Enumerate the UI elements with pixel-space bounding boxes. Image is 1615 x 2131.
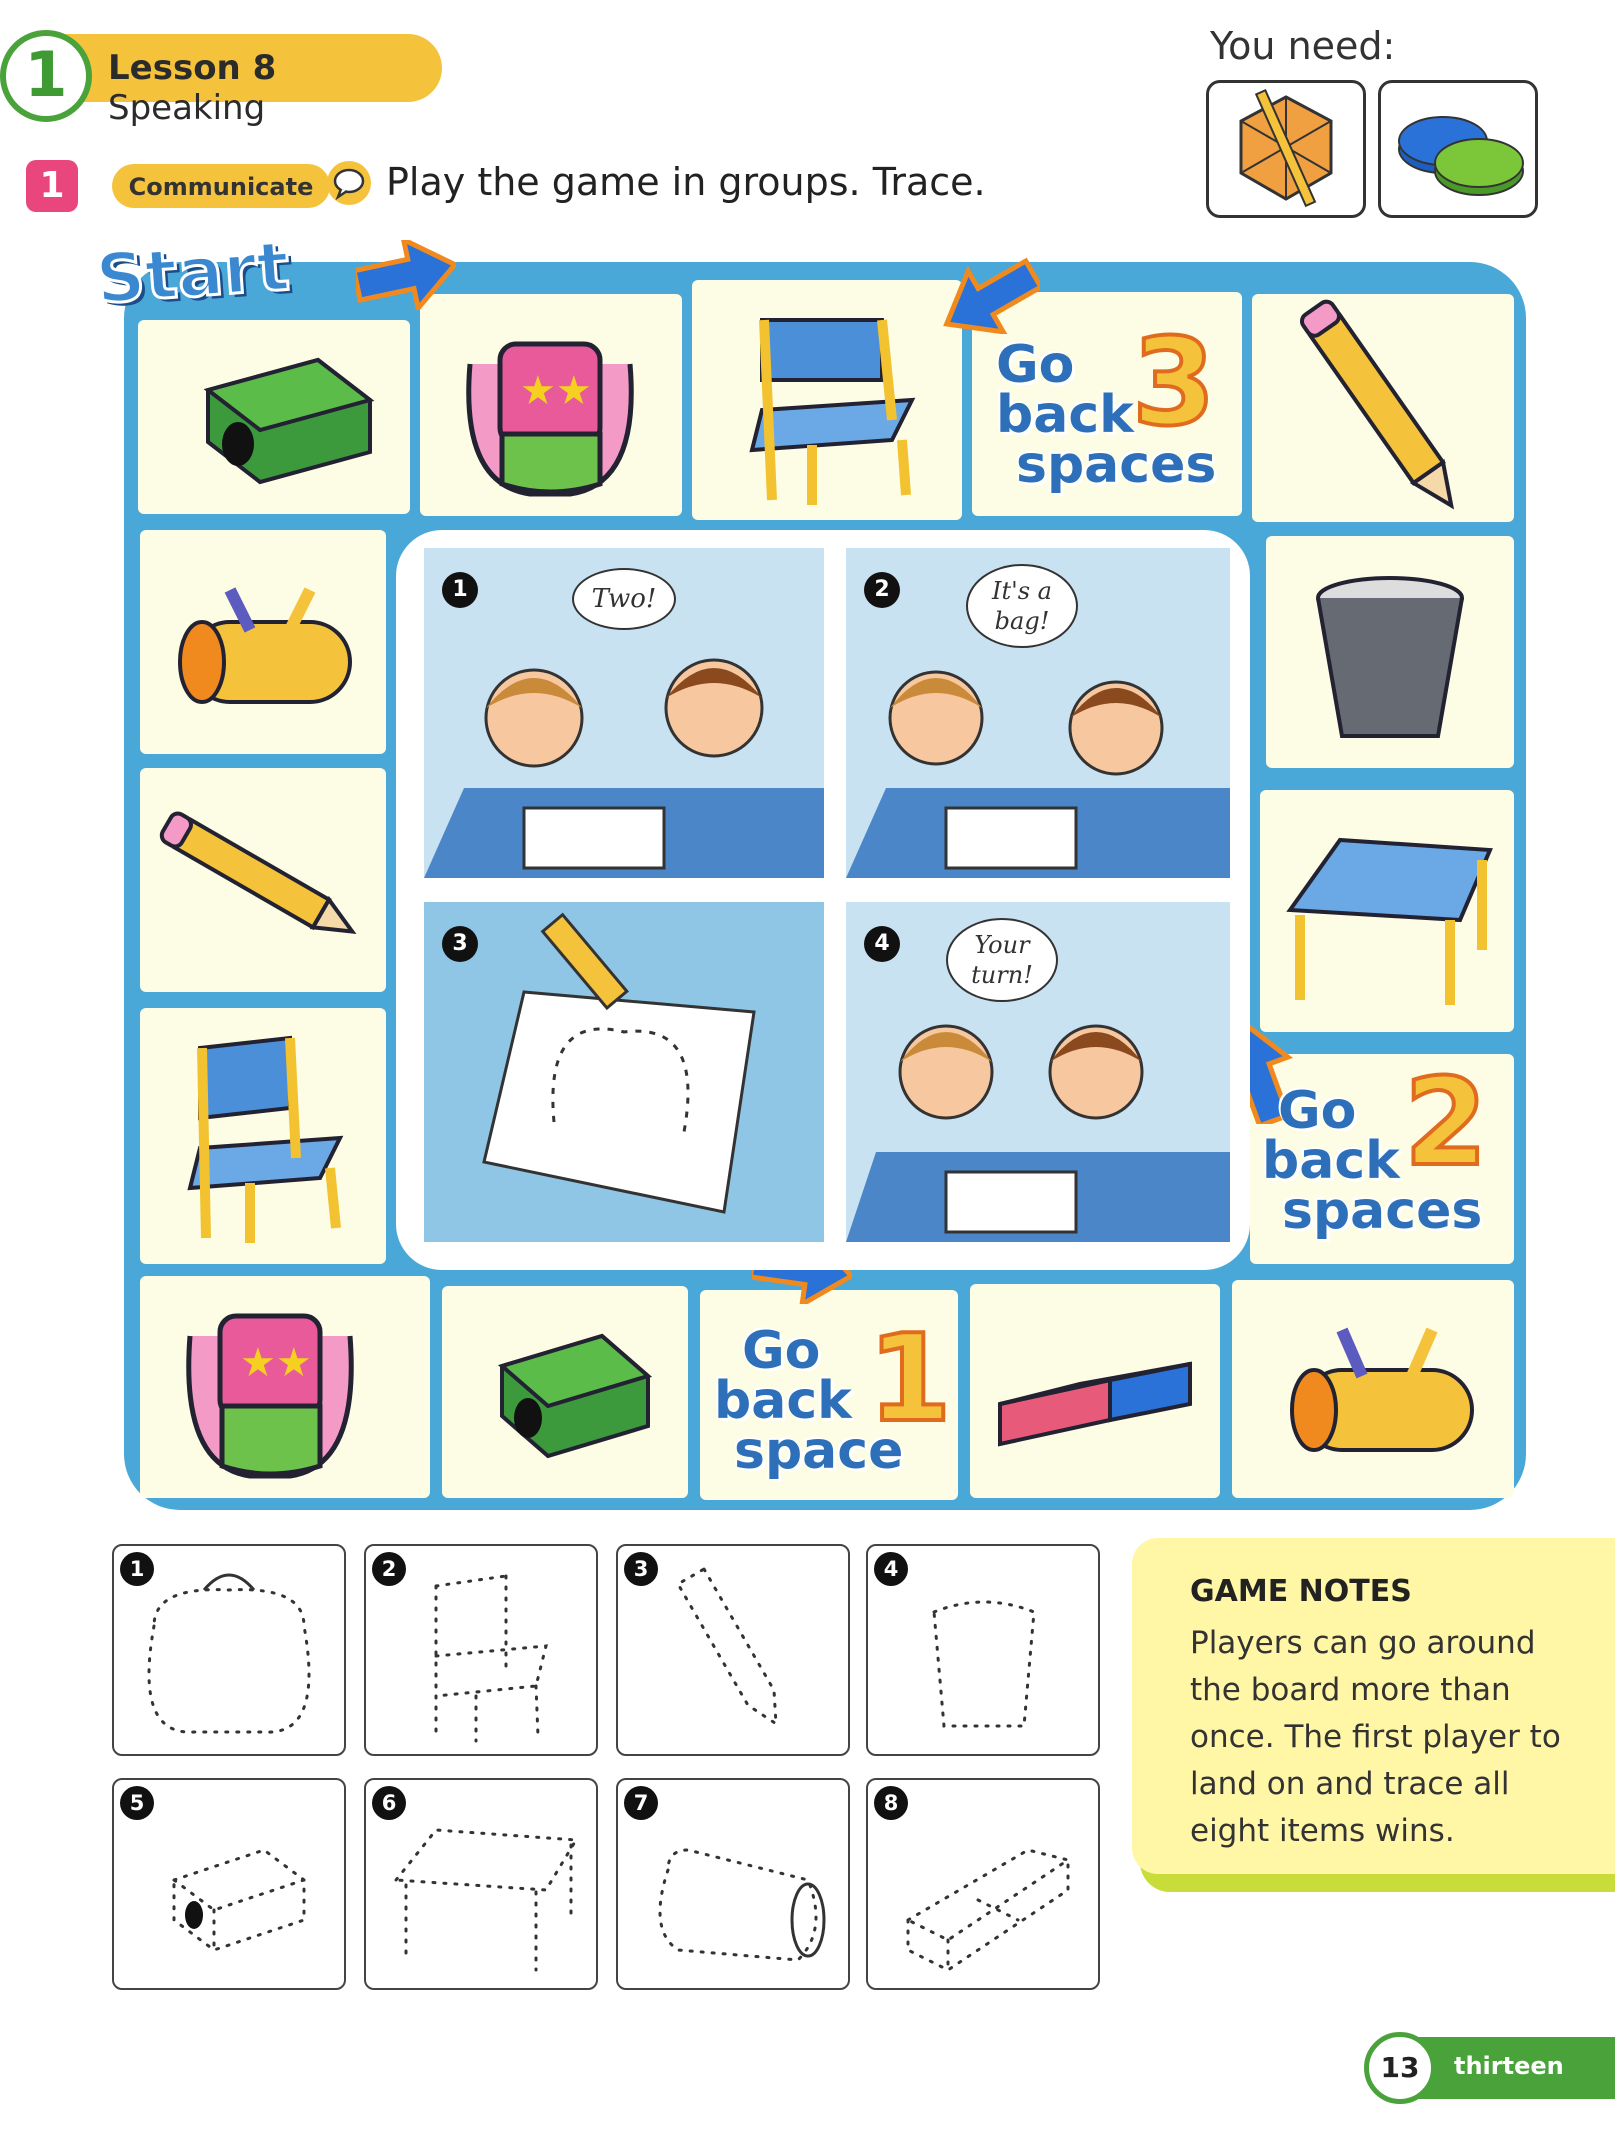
trace-number: 6: [372, 1786, 406, 1820]
go-back-2-number: 2: [1404, 1054, 1488, 1193]
eraser-icon: [970, 1284, 1220, 1498]
board-tile-eraser: [970, 1284, 1220, 1498]
lesson-label: Lesson 8: [108, 48, 277, 88]
go-back-2-line3: spaces: [1282, 1181, 1483, 1241]
go-back-2-line2: back: [1262, 1131, 1400, 1191]
speech-bubble: Your turn!: [946, 918, 1058, 1002]
svg-text:★★: ★★: [520, 368, 592, 414]
go-back-3-line1: Go: [996, 335, 1075, 395]
trace-number: 8: [874, 1786, 908, 1820]
pencil-case-icon: [1232, 1280, 1514, 1498]
go-back-1-line3: space: [734, 1421, 904, 1481]
communicate-label: Communicate: [128, 173, 314, 201]
trace-box-5[interactable]: [112, 1778, 346, 1990]
page-number: 13: [1364, 2032, 1436, 2104]
pencil-icon: [140, 768, 386, 992]
game-notes-title: GAME NOTES: [1190, 1574, 1412, 1609]
story-panel-1: [424, 548, 824, 878]
trace-box-2[interactable]: [364, 1544, 598, 1756]
sharpener-icon: [138, 320, 410, 514]
spinner-icon: [1206, 80, 1366, 218]
children-playing-illustration: [846, 1002, 1230, 1242]
trace-box-6[interactable]: [364, 1778, 598, 1990]
go-back-3-line2: back: [996, 385, 1134, 445]
board-tile-bin: [1266, 536, 1514, 768]
speech-bubble-icon: [326, 160, 372, 206]
trace-number: 7: [624, 1786, 658, 1820]
board-tile-pencil-case: [140, 530, 386, 754]
trace-box-8[interactable]: [866, 1778, 1100, 1990]
schoolbag-icon: [140, 1276, 430, 1498]
story-panel-number: 2: [864, 572, 900, 608]
story-panel-number: 1: [442, 572, 478, 608]
go-back-1-number: 1: [868, 1310, 952, 1449]
children-playing-illustration: [424, 638, 824, 878]
trace-box-4[interactable]: [866, 1544, 1100, 1756]
board-tile-chair: [692, 280, 962, 520]
trace-box-1[interactable]: [112, 1544, 346, 1756]
board-tile-pencil-case: [1232, 1280, 1514, 1498]
pencil-case-icon: [140, 530, 386, 754]
board-tile-chair: [140, 1008, 386, 1264]
unit-number: 1: [24, 38, 68, 111]
lesson-title: Speaking: [108, 88, 266, 128]
board-tile-schoolbag: [140, 1276, 430, 1498]
board-tile-schoolbag: [420, 294, 682, 516]
speech-bubble: It's a bag!: [966, 564, 1078, 648]
board-tile-sharpener: [442, 1286, 688, 1498]
story-panel-2: [846, 548, 1230, 878]
go-back-arrow-icon: [940, 254, 1040, 338]
pencil-icon: [1252, 294, 1514, 522]
trace-number: 4: [874, 1552, 908, 1586]
story-panel-number: 3: [442, 926, 478, 962]
start-arrow-icon: [356, 240, 456, 314]
chair-icon: [140, 1008, 386, 1264]
trace-box-3[interactable]: [616, 1544, 850, 1756]
lesson-header: [52, 34, 442, 128]
schoolbag-icon: [420, 294, 682, 516]
trace-number: 5: [120, 1786, 154, 1820]
story-panel-number: 4: [864, 926, 900, 962]
desk-icon: [1260, 790, 1514, 1032]
go-back-3-line3: spaces: [1016, 435, 1217, 495]
speech-bubble: Two!: [572, 568, 676, 630]
trace-number: 1: [120, 1552, 154, 1586]
tracing-illustration: [424, 902, 824, 1242]
children-playing-illustration: [846, 648, 1230, 878]
page-number-word: thirteen: [1454, 2052, 1564, 2080]
story-panel-3: [424, 902, 824, 1242]
you-need-label: You need:: [1210, 24, 1396, 68]
trace-number: 3: [624, 1552, 658, 1586]
board-tile-sharpener: [138, 320, 410, 514]
trace-box-7[interactable]: [616, 1778, 850, 1990]
svg-text:★★: ★★: [240, 1340, 312, 1386]
bin-icon: [1266, 536, 1514, 768]
start-label: Start: [93, 227, 292, 320]
trace-number: 2: [372, 1552, 406, 1586]
board-tile-pencil: [1252, 294, 1514, 522]
go-back-1-line2: back: [714, 1371, 852, 1431]
story-panel-4: [846, 902, 1230, 1242]
board-tile-pencil: [140, 768, 386, 992]
activity-instruction: Play the game in groups. Trace.: [386, 160, 986, 204]
go-back-1-line1: Go: [742, 1321, 821, 1381]
chair-icon: [692, 280, 962, 520]
board-tile-desk: [1260, 790, 1514, 1032]
game-notes-body: Players can go around the board more than once. The first player to land on and trace all eight items wins.: [1190, 1625, 1561, 1849]
counters-icon: [1378, 80, 1538, 218]
go-back-2-line1: Go: [1278, 1081, 1357, 1141]
go-back-3-number: 3: [1132, 314, 1216, 453]
activity-number: 1: [26, 160, 78, 212]
unit-badge: [0, 30, 92, 122]
sharpener-icon: [442, 1286, 688, 1498]
communicate-tag: [112, 164, 330, 208]
